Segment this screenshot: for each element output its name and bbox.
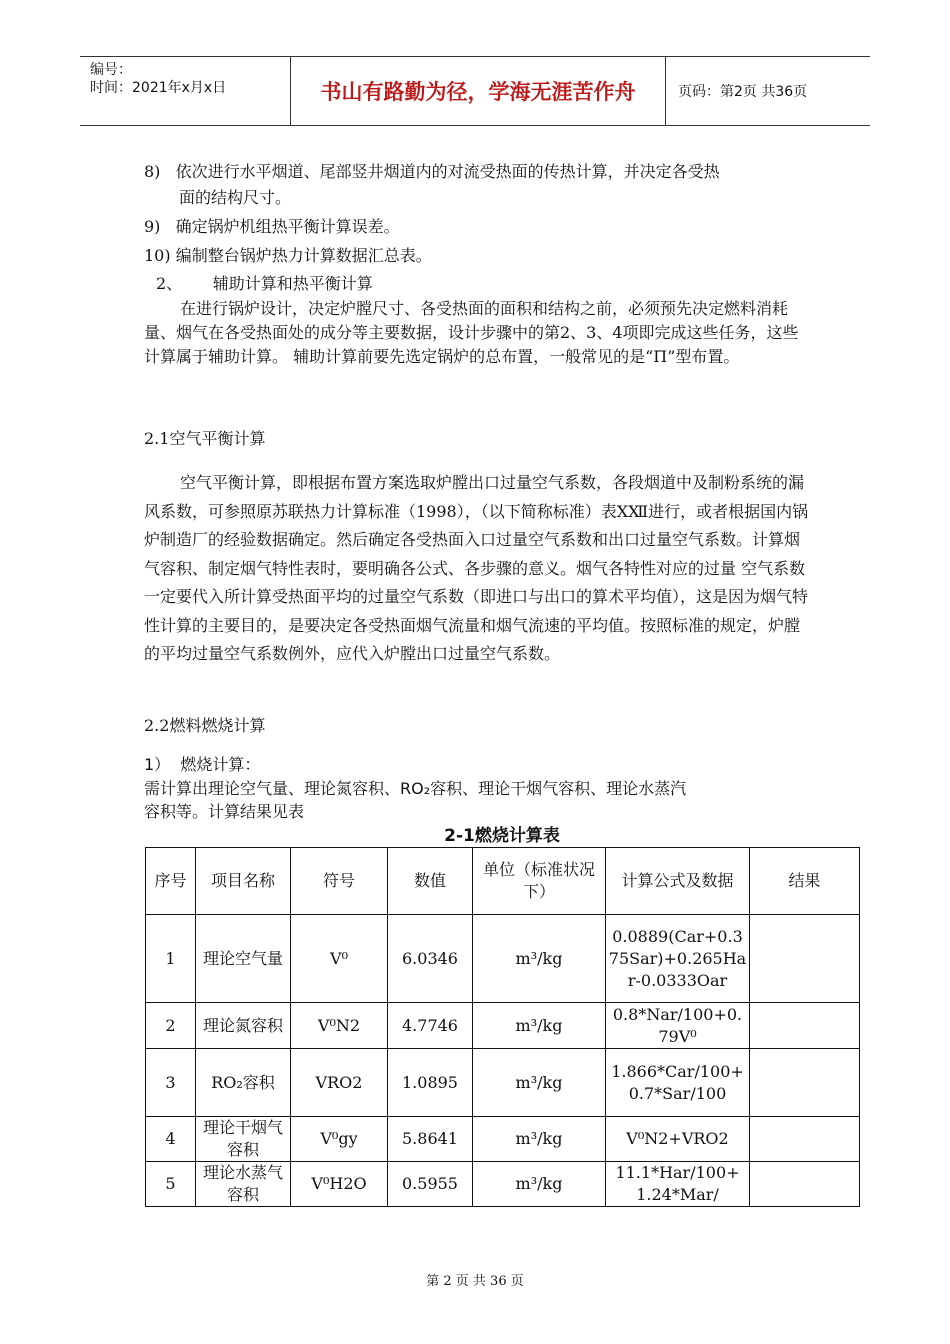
table-header-row bbox=[146, 848, 860, 915]
cell-result bbox=[750, 1162, 860, 1207]
section-heading-2: 2、 辅助计算和热平衡计算 bbox=[156, 274, 373, 293]
list-item-1: 1） 燃烧计算： bbox=[144, 755, 261, 774]
cell-no: 4 bbox=[146, 1117, 196, 1162]
table-row bbox=[146, 1003, 860, 1049]
list-item-8: 8) 依次进行水平烟道、尾部竖井烟道内的对流受热面的传热计算，并决定各受热 bbox=[144, 162, 720, 181]
cell-unit: m³/kg bbox=[473, 1117, 606, 1162]
cell-no: 5 bbox=[146, 1162, 196, 1207]
cell-no: 2 bbox=[146, 1003, 196, 1049]
cell-symbol: V⁰gy bbox=[291, 1117, 388, 1162]
paragraph-air-balance: 空气平衡计算，即根据布置方案选取炉膛出口过量空气系数，各段烟道中及制粉系统的漏风系数，可参照原苏联热力计算标准（1998），（以下简称标准）表ⅩⅫ进行，或者根据国内锅炉制造厂的经验数据确定。然后确定各受热面入口过量空气系数和出口过量空气系数。计算烟气容积、制定烟气特性表时，要明确各公式、各步骤的意义。烟气各特性对应的过量 空气系数一定要代入所计算受热面平均的过量空气系数（即进口与出口的算术平均值），这是因为烟气特性计算的主要目的，是要决定各受热面烟气流量和烟气流速的平均值。按照标准的规定，炉膛的平均过量空气系数例外，应代入炉膛出口过量空气系数。 bbox=[144, 473, 809, 663]
page-footer: 第 2 页 共 36 页 bbox=[426, 1274, 524, 1289]
cell-formula: 0.0889(Car+0.375Sar)+0.265Har-0.0333Oar bbox=[606, 915, 750, 1003]
header-symbol: 符号 bbox=[291, 848, 388, 915]
cell-name: 理论水蒸气容积 bbox=[196, 1162, 291, 1207]
section-heading-2-1: 2.1空气平衡计算 bbox=[144, 429, 266, 448]
cell-result bbox=[750, 1049, 860, 1117]
cell-result bbox=[750, 915, 860, 1003]
document-date: 时间：2021年x月x日 bbox=[90, 80, 227, 96]
cell-value: 6.0346 bbox=[388, 915, 473, 1003]
cell-unit: m³/kg bbox=[473, 1162, 606, 1207]
cell-symbol: V⁰ bbox=[291, 915, 388, 1003]
cell-symbol: V⁰H2O bbox=[291, 1162, 388, 1207]
cell-symbol: V⁰N2 bbox=[291, 1003, 388, 1049]
table-row bbox=[146, 1117, 860, 1162]
header-value: 数值 bbox=[388, 848, 473, 915]
cell-formula: 0.8*Nar/100+0.79V⁰ bbox=[606, 1003, 750, 1049]
cell-value: 1.0895 bbox=[388, 1049, 473, 1117]
paragraph-combustion-line1: 需计算出理论空气量、理论氮容积、RO₂容积、理论干烟气容积、理论水蒸汽 bbox=[144, 779, 687, 798]
page-header bbox=[80, 56, 870, 126]
section-heading-2-2: 2.2燃料燃烧计算 bbox=[144, 716, 266, 735]
cell-no: 1 bbox=[146, 915, 196, 1003]
cell-formula: V⁰N2+VRO2 bbox=[606, 1117, 750, 1162]
cell-unit: m³/kg bbox=[473, 1049, 606, 1117]
header-result: 结果 bbox=[750, 848, 860, 915]
cell-value: 0.5955 bbox=[388, 1162, 473, 1207]
cell-symbol: VRO2 bbox=[291, 1049, 388, 1117]
header-no: 序号 bbox=[146, 848, 196, 915]
header-left bbox=[80, 57, 291, 125]
table-row bbox=[146, 915, 860, 1003]
header-motto: 书山有路勤为径，学海无涯苦作舟 bbox=[291, 57, 666, 125]
list-item-8-cont: 面的结构尺寸。 bbox=[179, 188, 292, 207]
paragraph-auxiliary-calc: 在进行锅炉设计，决定炉膛尺寸、各受热面的面积和结构之前，必须预先决定燃料消耗量、烟气在各受热面处的成分等主要数据，设计步骤中的第2、3、4项即完成这些任务，这些计算属于辅助计算。 辅助计算前要先选定锅炉的总布置，一般常见的是“П”型布置。 bbox=[144, 299, 799, 366]
cell-value: 5.8641 bbox=[388, 1117, 473, 1162]
header-name: 项目名称 bbox=[196, 848, 291, 915]
cell-unit: m³/kg bbox=[473, 915, 606, 1003]
cell-formula: 1.866*Car/100+0.7*Sar/100 bbox=[606, 1049, 750, 1117]
cell-no: 3 bbox=[146, 1049, 196, 1117]
combustion-table bbox=[145, 847, 860, 1207]
cell-unit: m³/kg bbox=[473, 1003, 606, 1049]
table-row bbox=[146, 1162, 860, 1207]
cell-result bbox=[750, 1117, 860, 1162]
cell-name: RO₂容积 bbox=[196, 1049, 291, 1117]
cell-formula: 11.1*Har/100+1.24*Mar/ bbox=[606, 1162, 750, 1207]
list-item-9: 9) 确定锅炉机组热平衡计算误差。 bbox=[144, 217, 400, 236]
cell-result bbox=[750, 1003, 860, 1049]
paragraph-combustion-line2: 容积等。计算结果见表 bbox=[144, 802, 305, 821]
table-row bbox=[146, 1049, 860, 1117]
cell-value: 4.7746 bbox=[388, 1003, 473, 1049]
document-number-label: 编号： bbox=[90, 62, 132, 78]
cell-name: 理论干烟气容积 bbox=[196, 1117, 291, 1162]
header-unit: 单位（标准状况下） bbox=[473, 848, 606, 915]
header-page-info: 页码：第2页 共36页 bbox=[678, 84, 808, 100]
table-caption: 2-1燃烧计算表 bbox=[444, 826, 560, 846]
cell-name: 理论空气量 bbox=[196, 915, 291, 1003]
cell-name: 理论氮容积 bbox=[196, 1003, 291, 1049]
list-item-10: 10) 编制整台锅炉热力计算数据汇总表。 bbox=[144, 246, 432, 265]
header-formula: 计算公式及数据 bbox=[606, 848, 750, 915]
